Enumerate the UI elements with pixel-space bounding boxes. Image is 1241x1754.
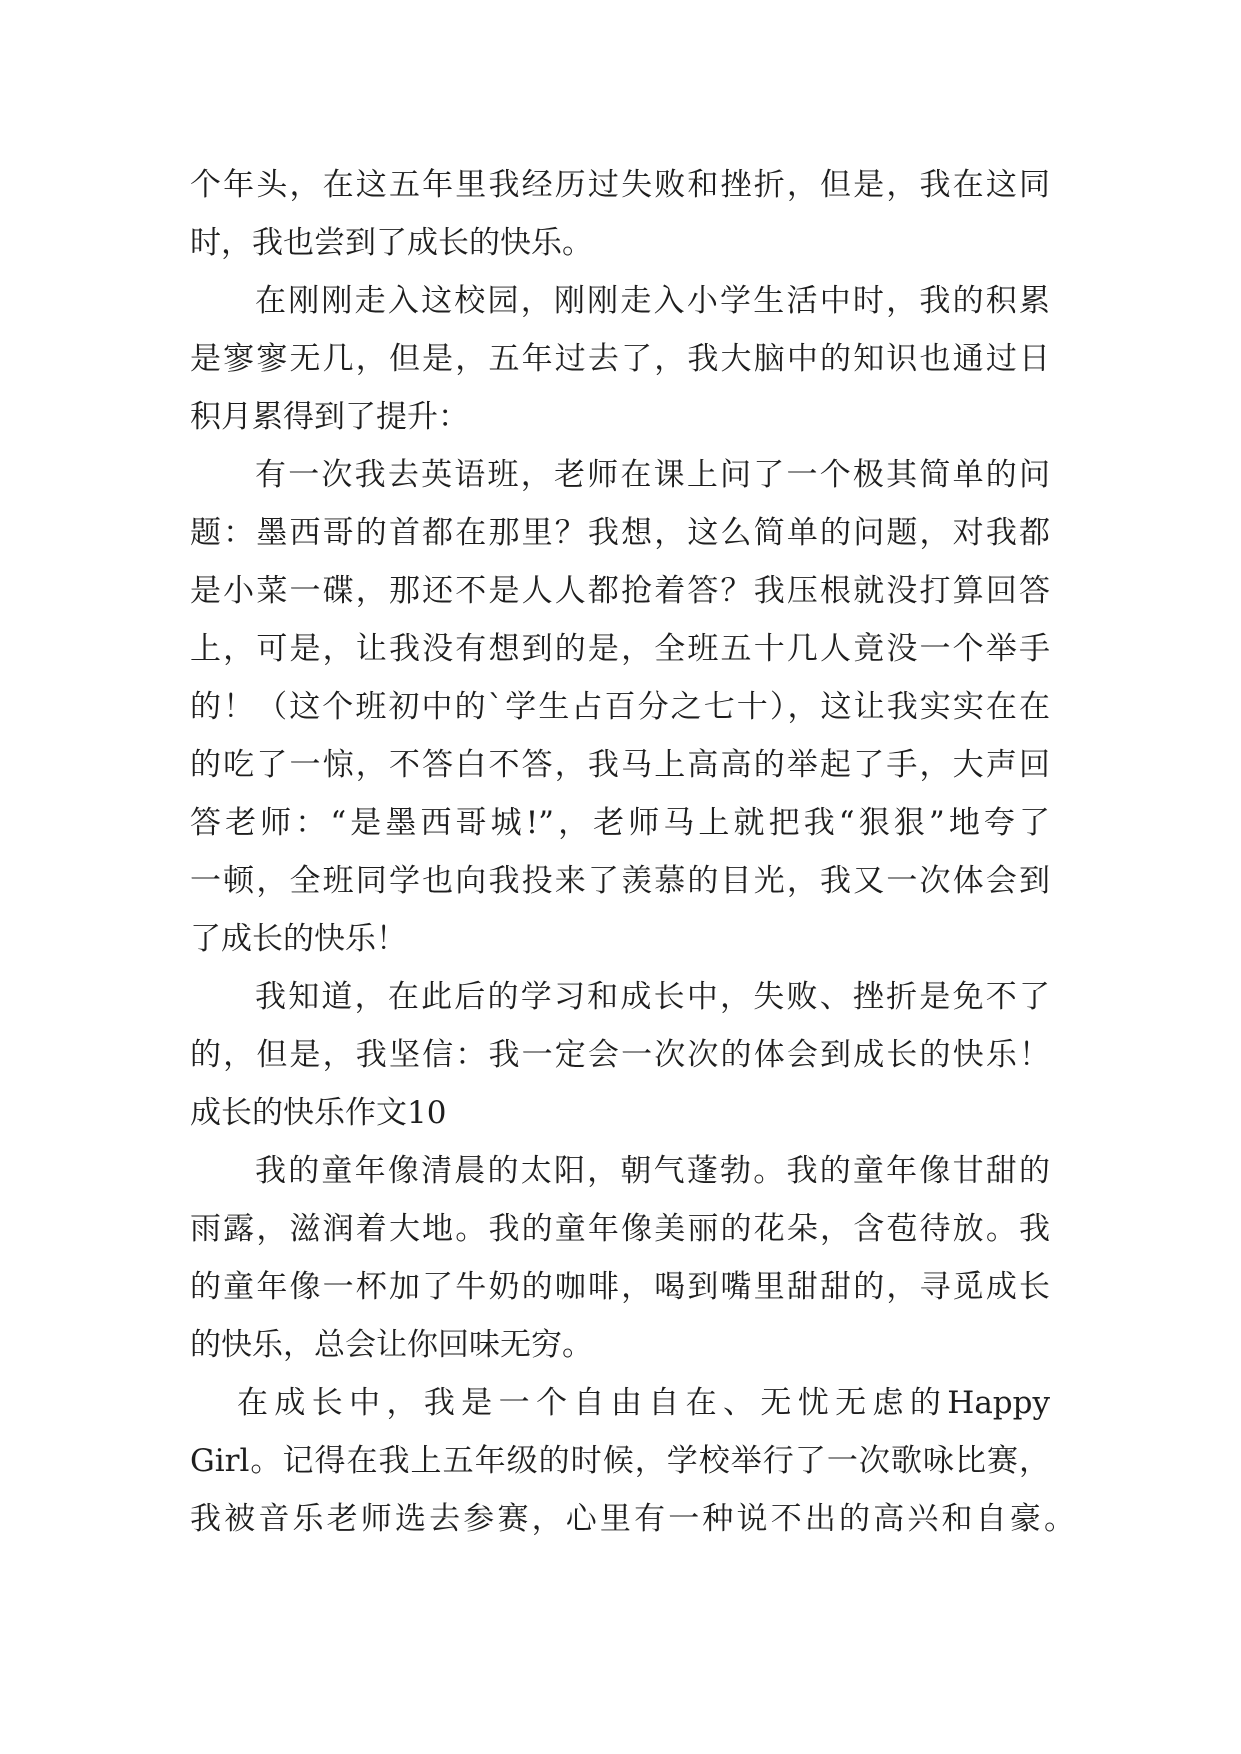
text-line: 雨露，滋润着大地。我的童年像美丽的花朵，含苞待放。我 (190, 1211, 1050, 1247)
text-line: 我的童年像清晨的太阳，朝气蓬勃。我的童年像甘甜的 (255, 1153, 1050, 1189)
text-line: 的快乐，总会让你回味无穷。 (190, 1327, 593, 1363)
text-line: 上，可是，让我没有想到的是，全班五十几人竟没一个举手 (190, 631, 1050, 667)
text-line: 在刚刚走入这校园，刚刚走入小学生活中时，我的积累 (255, 283, 1050, 319)
section-heading (190, 1084, 1075, 1142)
text-line: 的吃了一惊，不答白不答，我马上高高的举起了手，大声回 (190, 747, 1050, 783)
paragraph (190, 1142, 1075, 1374)
text-line: 题：墨西哥的首都在那里？我想，这么简单的问题，对我都 (190, 515, 1050, 551)
text-line: 一顿，全班同学也向我投来了羡慕的目光，我又一次体会到 (190, 863, 1050, 899)
paragraph (190, 272, 1075, 446)
text-line: 时，我也尝到了成长的快乐。 (190, 225, 593, 261)
paragraph (190, 156, 1075, 272)
text-line: Girl。记得在我上五年级的时候，学校举行了一次歌咏比赛， (190, 1443, 1050, 1479)
text-line: 的！（这个班初中的`学生占百分之七十），这让我实实在在 (190, 689, 1050, 725)
text-line: 是寥寥无几，但是，五年过去了，我大脑中的知识也通过日 (190, 341, 1050, 377)
paragraph (190, 968, 1075, 1084)
document-body (190, 156, 1075, 1548)
text-line: 在成长中，我是一个自由自在、无忧无虑的Happy (237, 1385, 1050, 1421)
text-line: 的，但是，我坚信：我一定会一次次的体会到成长的快乐！ (190, 1037, 1050, 1073)
text-line: 我知道，在此后的学习和成长中，失败、挫折是免不了 (255, 979, 1050, 1015)
text-line: 是小菜一碟，那还不是人人都抢着答？我压根就没打算回答 (190, 573, 1050, 609)
text-line: 个年头，在这五年里我经历过失败和挫折，但是，我在这同 (190, 167, 1050, 203)
text-line: 有一次我去英语班，老师在课上问了一个极其简单的问 (255, 457, 1050, 493)
paragraph (190, 1374, 1075, 1548)
section-title: 成长的快乐作文10 (190, 1095, 447, 1131)
text-line: 的童年像一杯加了牛奶的咖啡，喝到嘴里甜甜的，寻觅成长 (190, 1269, 1050, 1305)
text-line: 我被音乐老师选去参赛，心里有一种说不出的高兴和自豪。 (190, 1501, 1075, 1537)
text-line: 答老师：“是墨西哥城!”，老师马上就把我“狠狠”地夸了 (190, 805, 1050, 841)
text-line: 积月累得到了提升： (190, 399, 469, 435)
text-line: 了成长的快乐！ (190, 921, 407, 957)
paragraph (190, 446, 1075, 968)
